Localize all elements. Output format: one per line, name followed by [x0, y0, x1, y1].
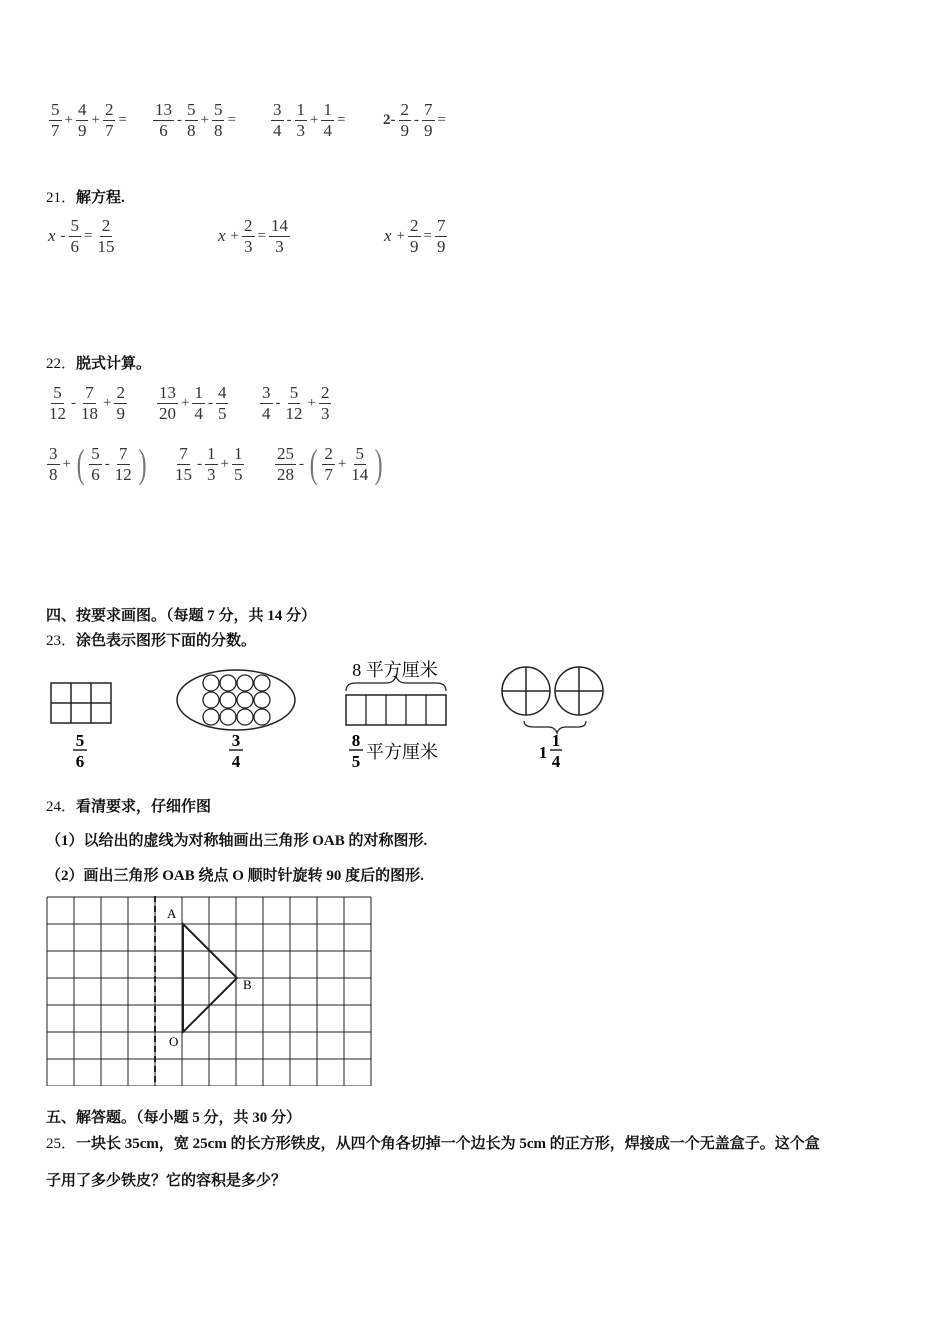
numerator: 1 — [296, 100, 305, 119]
numerator: 1 — [207, 444, 216, 463]
question-24-part-2: （2）画出三角形 OAB 绕点 O 顺时针旋转 90 度后的图形. — [46, 868, 424, 884]
denominator: 20 — [159, 403, 176, 423]
numerator: 5 — [91, 444, 100, 463]
point-b-label: B — [243, 977, 252, 992]
operator: = — [423, 227, 432, 244]
operator: = — [336, 111, 346, 128]
parenthesis: ( — [76, 441, 85, 487]
point-a-label: A — [167, 906, 177, 921]
operator: + — [230, 227, 240, 244]
denominator: 12 — [49, 403, 66, 423]
numerator: 1 — [233, 444, 243, 463]
parenthesis: ( — [309, 441, 318, 487]
fraction — [96, 216, 117, 256]
fraction — [114, 383, 127, 423]
section-5-heading: 五、解答题。（每小题 5 分，共 30 分） — [46, 1110, 302, 1126]
denominator: 9 — [424, 120, 433, 140]
denominator: 3 — [320, 403, 330, 423]
strip-rectangle-figure[interactable] — [346, 695, 446, 725]
fig3-unit: 平方厘米 — [366, 742, 438, 762]
fraction — [79, 383, 100, 423]
denominator: 6 — [70, 236, 80, 256]
numerator: 7 — [436, 216, 446, 235]
numerator: 5 — [213, 100, 223, 119]
fraction — [47, 383, 68, 423]
operator: + — [200, 111, 209, 128]
operator: + — [64, 111, 73, 128]
denominator: 8 — [213, 120, 223, 140]
fraction — [76, 100, 89, 140]
fraction — [232, 444, 245, 484]
calc-row2-expr-1[interactable] — [46, 441, 150, 487]
operator: + — [337, 455, 347, 472]
question-24-heading — [46, 795, 211, 816]
operator: + — [91, 111, 100, 128]
question-25-line-2: 子用了多少铁皮？它的容积是多少？ — [46, 1173, 287, 1189]
fraction — [349, 444, 370, 484]
small-circle[interactable] — [220, 675, 236, 691]
fraction — [89, 444, 102, 484]
fig4-whole: 1 — [538, 743, 548, 762]
section-4-heading: 四、按要求画图。（每题 7 分，共 14 分） — [46, 608, 317, 624]
denominator: 9 — [77, 120, 87, 140]
shading-figures — [40, 655, 640, 775]
numerator: 5 — [70, 216, 80, 235]
operator: - — [299, 455, 304, 472]
variable: x — [48, 226, 56, 246]
operator: + — [310, 111, 319, 128]
calc-row1-expr-2[interactable] — [156, 383, 229, 423]
operator: = — [118, 111, 127, 128]
numerator: 25 — [277, 444, 294, 463]
numerator: 14 — [270, 216, 288, 235]
equation-3[interactable] — [384, 216, 448, 256]
operator: - — [207, 394, 213, 411]
numerator: 2 — [244, 216, 253, 235]
operator: = — [437, 111, 446, 128]
operator: - — [414, 111, 419, 128]
fraction — [212, 100, 225, 140]
numerator: 1 — [323, 100, 332, 119]
fraction — [295, 100, 308, 140]
small-circle[interactable] — [237, 709, 253, 725]
small-circle[interactable] — [254, 675, 270, 691]
fraction — [47, 444, 60, 484]
question-22-heading — [46, 352, 151, 373]
fraction — [275, 444, 296, 484]
expression-3[interactable] — [270, 100, 347, 140]
operator: = — [257, 227, 266, 244]
numerator: 5 — [187, 100, 196, 119]
ellipse-circles-figure[interactable] — [177, 670, 295, 730]
denominator: 9 — [116, 403, 125, 423]
denominator: 3 — [244, 236, 253, 256]
denominator: 3 — [275, 236, 284, 256]
two-circles-figure[interactable] — [502, 667, 603, 715]
numerator: 2 — [101, 216, 111, 235]
operator: + — [307, 394, 316, 411]
numerator: 4 — [217, 383, 227, 402]
fraction — [284, 383, 305, 423]
operator: + — [181, 394, 190, 411]
rectangle-grid-figure[interactable] — [51, 683, 111, 723]
operator: + — [62, 455, 71, 472]
small-circle[interactable] — [220, 692, 236, 708]
calc-row1-expr-3[interactable] — [259, 383, 332, 423]
denominator: 9 — [410, 236, 419, 256]
fraction — [322, 444, 335, 484]
denominator: 8 — [49, 464, 58, 484]
denominator: 7 — [51, 120, 60, 140]
numerator: 2 — [320, 383, 330, 402]
question-23-heading — [46, 629, 256, 650]
fraction — [321, 100, 334, 140]
numerator: 2 — [410, 216, 419, 235]
fig3-top-label: 8 平方厘米 — [352, 660, 438, 680]
numerator: 13 — [159, 383, 176, 402]
fig4-denominator: 4 — [551, 752, 561, 771]
operator: + — [396, 227, 406, 244]
operator: - — [197, 455, 202, 472]
fig3-numerator: 8 — [351, 731, 361, 750]
operator: - — [60, 227, 66, 244]
fraction — [242, 216, 255, 256]
question-number: 24． — [46, 799, 77, 815]
operator: + — [103, 394, 112, 411]
small-circle[interactable] — [254, 709, 270, 725]
fraction — [319, 383, 332, 423]
fig3-denominator: 5 — [351, 752, 361, 771]
small-circle[interactable] — [237, 692, 253, 708]
small-circle[interactable] — [220, 709, 236, 725]
operator: - — [275, 394, 281, 411]
fig1-denominator: 6 — [75, 752, 85, 771]
question-number: 23． — [46, 633, 77, 649]
numerator: 7 — [119, 444, 128, 463]
fraction — [269, 216, 290, 256]
question-title: 涂色表示图形下面的分数。 — [76, 633, 257, 649]
numerator: 1 — [194, 383, 203, 402]
denominator: 12 — [114, 464, 132, 484]
denominator: 5 — [233, 464, 243, 484]
equation-1[interactable] — [48, 216, 118, 256]
question-title: 脱式计算。 — [76, 356, 152, 372]
expression-1[interactable] — [48, 100, 129, 140]
fraction — [103, 100, 116, 140]
question-title: 看清要求，仔细作图 — [76, 799, 212, 815]
fraction — [260, 383, 273, 423]
numerator: 2 — [400, 100, 409, 119]
small-circle[interactable] — [203, 692, 219, 708]
fig2-denominator: 4 — [231, 752, 241, 771]
denominator: 9 — [400, 120, 409, 140]
fraction — [69, 216, 82, 256]
fraction — [153, 100, 174, 140]
leading-term: 2- — [383, 111, 396, 128]
fig1-numerator: 5 — [75, 731, 85, 750]
calc-row2-expr-3[interactable] — [274, 441, 387, 487]
fraction — [399, 100, 412, 140]
numerator: 2 — [116, 383, 125, 402]
question-title: 解方程. — [76, 190, 125, 206]
denominator: 18 — [81, 403, 98, 423]
fraction — [113, 444, 134, 484]
operator: = — [84, 227, 93, 244]
operator: - — [286, 111, 292, 128]
operator: - — [71, 394, 76, 411]
fig4-numerator: 1 — [551, 731, 561, 750]
small-circle[interactable] — [254, 692, 270, 708]
question-25-line-1 — [46, 1132, 820, 1153]
fraction — [173, 444, 194, 484]
question-21-heading — [46, 186, 125, 207]
calc-row2-expr-2[interactable] — [172, 444, 245, 484]
operator: + — [220, 455, 229, 472]
denominator: 12 — [285, 403, 303, 423]
numerator: 13 — [155, 100, 172, 119]
question-24-part-1: （1）以给出的虚线为对称轴画出三角形 OAB 的对称图形. — [46, 833, 428, 849]
denominator: 15 — [175, 464, 192, 484]
parenthesis: ) — [138, 441, 147, 487]
point-o-label: O — [169, 1034, 179, 1049]
numerator: 2 — [104, 100, 114, 119]
numerator: 4 — [77, 100, 87, 119]
small-circle[interactable] — [203, 709, 219, 725]
fraction — [157, 383, 178, 423]
fraction — [205, 444, 218, 484]
numerator: 5 — [51, 100, 60, 119]
small-circle[interactable] — [237, 675, 253, 691]
numerator: 5 — [53, 383, 62, 402]
operator: - — [177, 111, 182, 128]
numerator: 3 — [273, 100, 282, 119]
denominator: 28 — [277, 464, 294, 484]
numerator: 7 — [179, 444, 188, 463]
numerator: 7 — [424, 100, 433, 119]
denominator: 15 — [97, 236, 115, 256]
question-number: 25． — [46, 1136, 77, 1152]
denominator: 14 — [351, 464, 369, 484]
fraction — [271, 100, 284, 140]
variable: x — [218, 226, 226, 246]
expression-4[interactable] — [383, 100, 448, 140]
numerator: 2 — [324, 444, 333, 463]
denominator: 4 — [262, 403, 271, 423]
fraction — [435, 216, 448, 256]
fig2-numerator: 3 — [231, 731, 241, 750]
numerator: 3 — [262, 383, 271, 402]
numerator: 3 — [49, 444, 58, 463]
drawing-grid[interactable] — [46, 896, 376, 1086]
denominator: 4 — [273, 120, 282, 140]
denominator: 5 — [217, 403, 227, 423]
equation-2[interactable] — [218, 216, 291, 256]
numerator: 7 — [85, 383, 94, 402]
denominator: 4 — [194, 403, 203, 423]
fraction — [216, 383, 229, 423]
operator: = — [227, 111, 236, 128]
denominator: 8 — [187, 120, 196, 140]
parenthesis: ) — [374, 441, 383, 487]
small-circle[interactable] — [203, 675, 219, 691]
denominator: 7 — [104, 120, 114, 140]
denominator: 4 — [323, 120, 332, 140]
numerator: 5 — [289, 383, 299, 402]
calc-row1-expr-1[interactable] — [46, 383, 128, 423]
denominator: 6 — [91, 464, 100, 484]
numerator: 5 — [355, 444, 365, 463]
fraction — [185, 100, 198, 140]
variable: x — [384, 226, 392, 246]
fraction — [192, 383, 205, 423]
expression-2[interactable] — [152, 100, 238, 140]
question-number: 21． — [46, 190, 77, 206]
operator: - — [104, 455, 110, 472]
denominator: 3 — [207, 464, 216, 484]
denominator: 6 — [159, 120, 168, 140]
question-text: 一块长 35cm，宽 25cm 的长方形铁皮，从四个角各切掉一个边长为 5cm 的正方形，焊接成一个无盖盒子。这个盒 — [76, 1136, 820, 1152]
fraction — [422, 100, 435, 140]
fraction — [49, 100, 62, 140]
fraction — [408, 216, 421, 256]
denominator: 9 — [436, 236, 446, 256]
denominator: 3 — [296, 120, 305, 140]
denominator: 7 — [324, 464, 333, 484]
question-number: 22． — [46, 356, 77, 372]
